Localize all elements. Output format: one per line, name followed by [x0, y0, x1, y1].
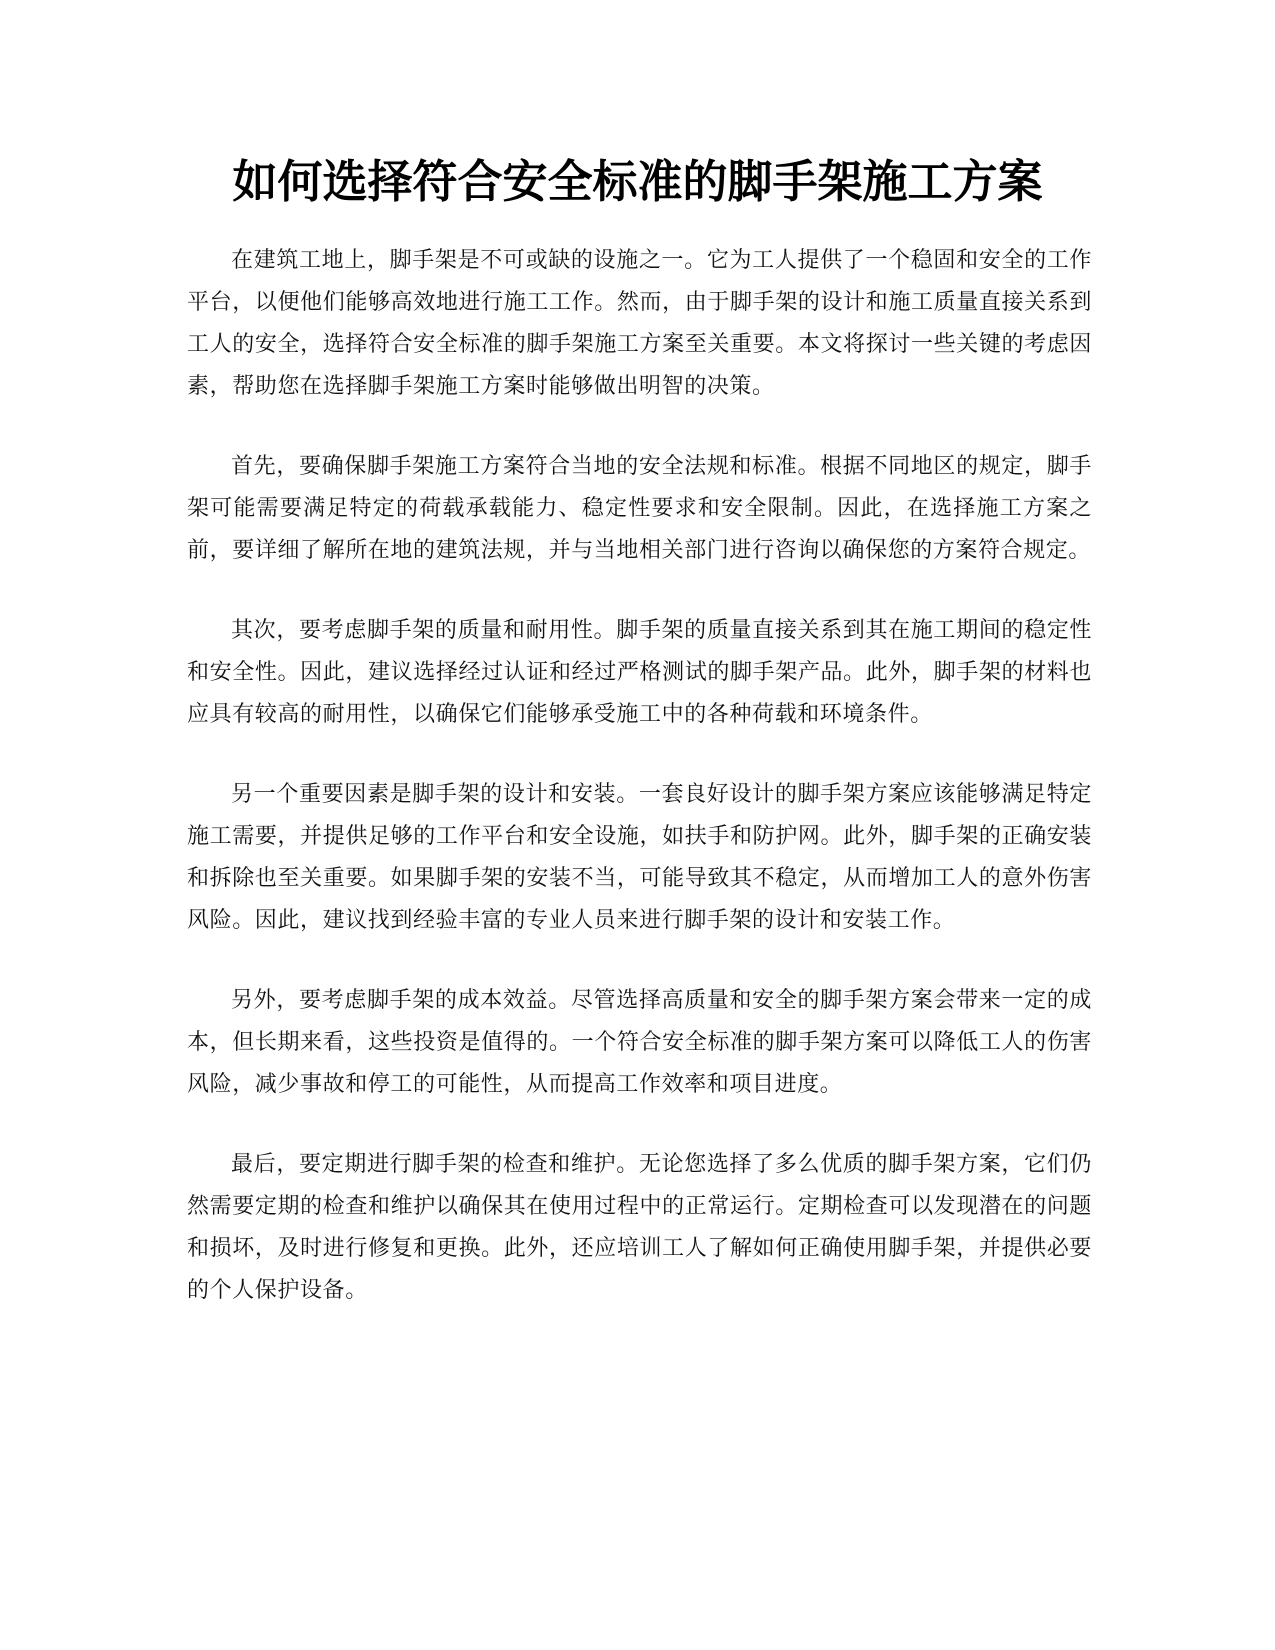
page-title: 如何选择符合安全标准的脚手架施工方案 [232, 155, 1043, 208]
document-body [187, 240, 1092, 1350]
paragraph-cost-benefit: 另外，要考虑脚手架的成本效益。尽管选择高质量和安全的脚手架方案会带来一定的成本，但长期来看，这些投资是值得的。一个符合安全标准的脚手架方案可以降低工人的伤害风险，减少事故和停工的可能性，从而提高工作效率和项目进度。 [187, 988, 1092, 1097]
paragraph-design-installation: 另一个重要因素是脚手架的设计和安装。一套良好设计的脚手架方案应该能够满足特定施工需要，并提供足够的工作平台和安全设施，如扶手和防护网。此外，脚手架的正确安装和拆除也至关重要。如果脚手架的安装不当，可能导致其不稳定，从而增加工人的意外伤害风险。因此，建议找到经验丰富的专业人员来进行脚手架的设计和安装工作。 [187, 782, 1092, 933]
paragraph-intro: 在建筑工地上，脚手架是不可或缺的设施之一。它为工人提供了一个稳固和安全的工作平台，以便他们能够高效地进行施工工作。然而，由于脚手架的设计和施工质量直接关系到工人的安全，选择符合安全标准的脚手架施工方案至关重要。本文将探讨一些关键的考虑因素，帮助您在选择脚手架施工方案时能够做出明智的决策。 [187, 248, 1092, 399]
paragraph-inspection-maintenance: 最后，要定期进行脚手架的检查和维护。无论您选择了多么优质的脚手架方案，它们仍然需要定期的检查和维护以确保其在使用过程中的正常运行。定期检查可以发现潜在的问题和损坏，及时进行修复和更换。此外，还应培训工人了解如何正确使用脚手架，并提供必要的个人保护设备。 [187, 1152, 1092, 1303]
paragraph-quality: 其次，要考虑脚手架的质量和耐用性。脚手架的质量直接关系到其在施工期间的稳定性和安全性。因此，建议选择经过认证和经过严格测试的脚手架产品。此外，脚手架的材料也应具有较高的耐用性，以确保它们能够承受施工中的各种荷载和环境条件。 [187, 618, 1092, 727]
paragraph-regulations: 首先，要确保脚手架施工方案符合当地的安全法规和标准。根据不同地区的规定，脚手架可能需要满足特定的荷载承载能力、稳定性要求和安全限制。因此，在选择施工方案之前，要详细了解所在地的建筑法规，并与当地相关部门进行咨询以确保您的方案符合规定。 [187, 454, 1092, 563]
